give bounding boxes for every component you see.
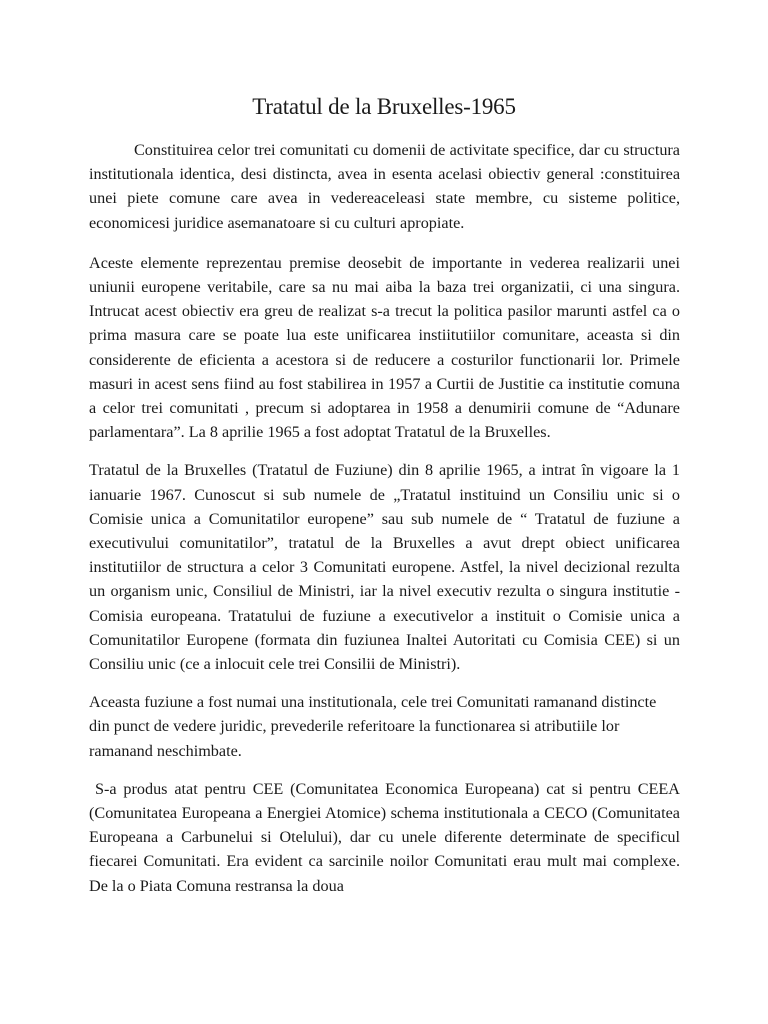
paragraph-intro: Constituirea celor trei comunitati cu domenii de activitate specifice, dar cu structura institutionala identica, desi distincta, avea in esenta acelasi obiectiv general :constituirea unei piete comune care avea in vedereaceleasi state membre, cu sisteme politice, economicesi juridice asemanatoare si cu culturi apropiate.: [89, 141, 680, 232]
paragraph-fusion: Aceasta fuziune a fost numai una institutionala, cele trei Comunitati ramanand distincte din punct de vedere juridic, prevederile referitoare la functionarea si atributiile lor ramanand neschimbate.: [89, 693, 657, 760]
paragraph-treaty-details: Tratatul de la Bruxelles (Tratatul de Fuziune) din 8 aprilie 1965, a intrat în vigoare la 1 ianuarie 1967. Cunoscut si sub numele de „Tratatul instituind un Consiliu unic si o Comisie unica a Comunitatilor europene” sau sub numele de “ Tratatul de fuziune a executivului comunitatilor”, tratatul de la Bruxelles a avut drept obiect unificarea institutiilor de structura a celor 3 Comunitati europene. Astfel, la nivel decizional rezulta un organism unic, Consiliul de Ministri, iar la nivel executiv rezulta o singura institutie - Comisia europeana. Tratatului de fuziune a executivelor a instituit o Comisie unica a Comunitatilor Europene (formata din fuziunea Inaltei Autoritati cu Comisia CEE) si un Consiliu unic (ce a inlocuit cele trei Consilii de Ministri).: [89, 461, 680, 674]
document-title: Tratatul de la Bruxelles-1965: [252, 94, 516, 119]
paragraph-schema: S-a produs atat pentru CEE (Comunitatea Economica Europeana) cat si pentru CEEA (Comunitatea Europeana a Energiei Atomice) schema institutionala a CECO (Comunitatea Europeana a Carbunelui si Otelului), dar cu unele diferente determinate de specificul fiecarei Comunitati. Era evident ca sarcinile noilor Comunitati erau mult mai complexe. De la o Piata Comuna restransa la doua: [89, 779, 680, 895]
document-body: [89, 138, 680, 912]
paragraph-premises: Aceste elemente reprezentau premise deosebit de importante in vederea realizarii unei uniunii europene veritabile, care sa nu mai aiba la baza trei organizatii, ci una singura. Intrucat acest obiectiv era greu de realizat s-a trecut la politica pasilor marunti astfel ca o prima masura care se poate lua este unificarea instiitutiilor comunitare, aceasta si din considerente de eficienta a acestora si de reducere a costurilor functionarii lor. Primele masuri in acest sens fiind au fost stabilirea in 1957 a Curtii de Justitie ca institutie comuna a celor trei comunitati , precum si adoptarea in 1958 a denumirii comune de “Adunare parlamentara”. La 8 aprilie 1965 a fost adoptat Tratatul de la Bruxelles.: [89, 253, 680, 442]
